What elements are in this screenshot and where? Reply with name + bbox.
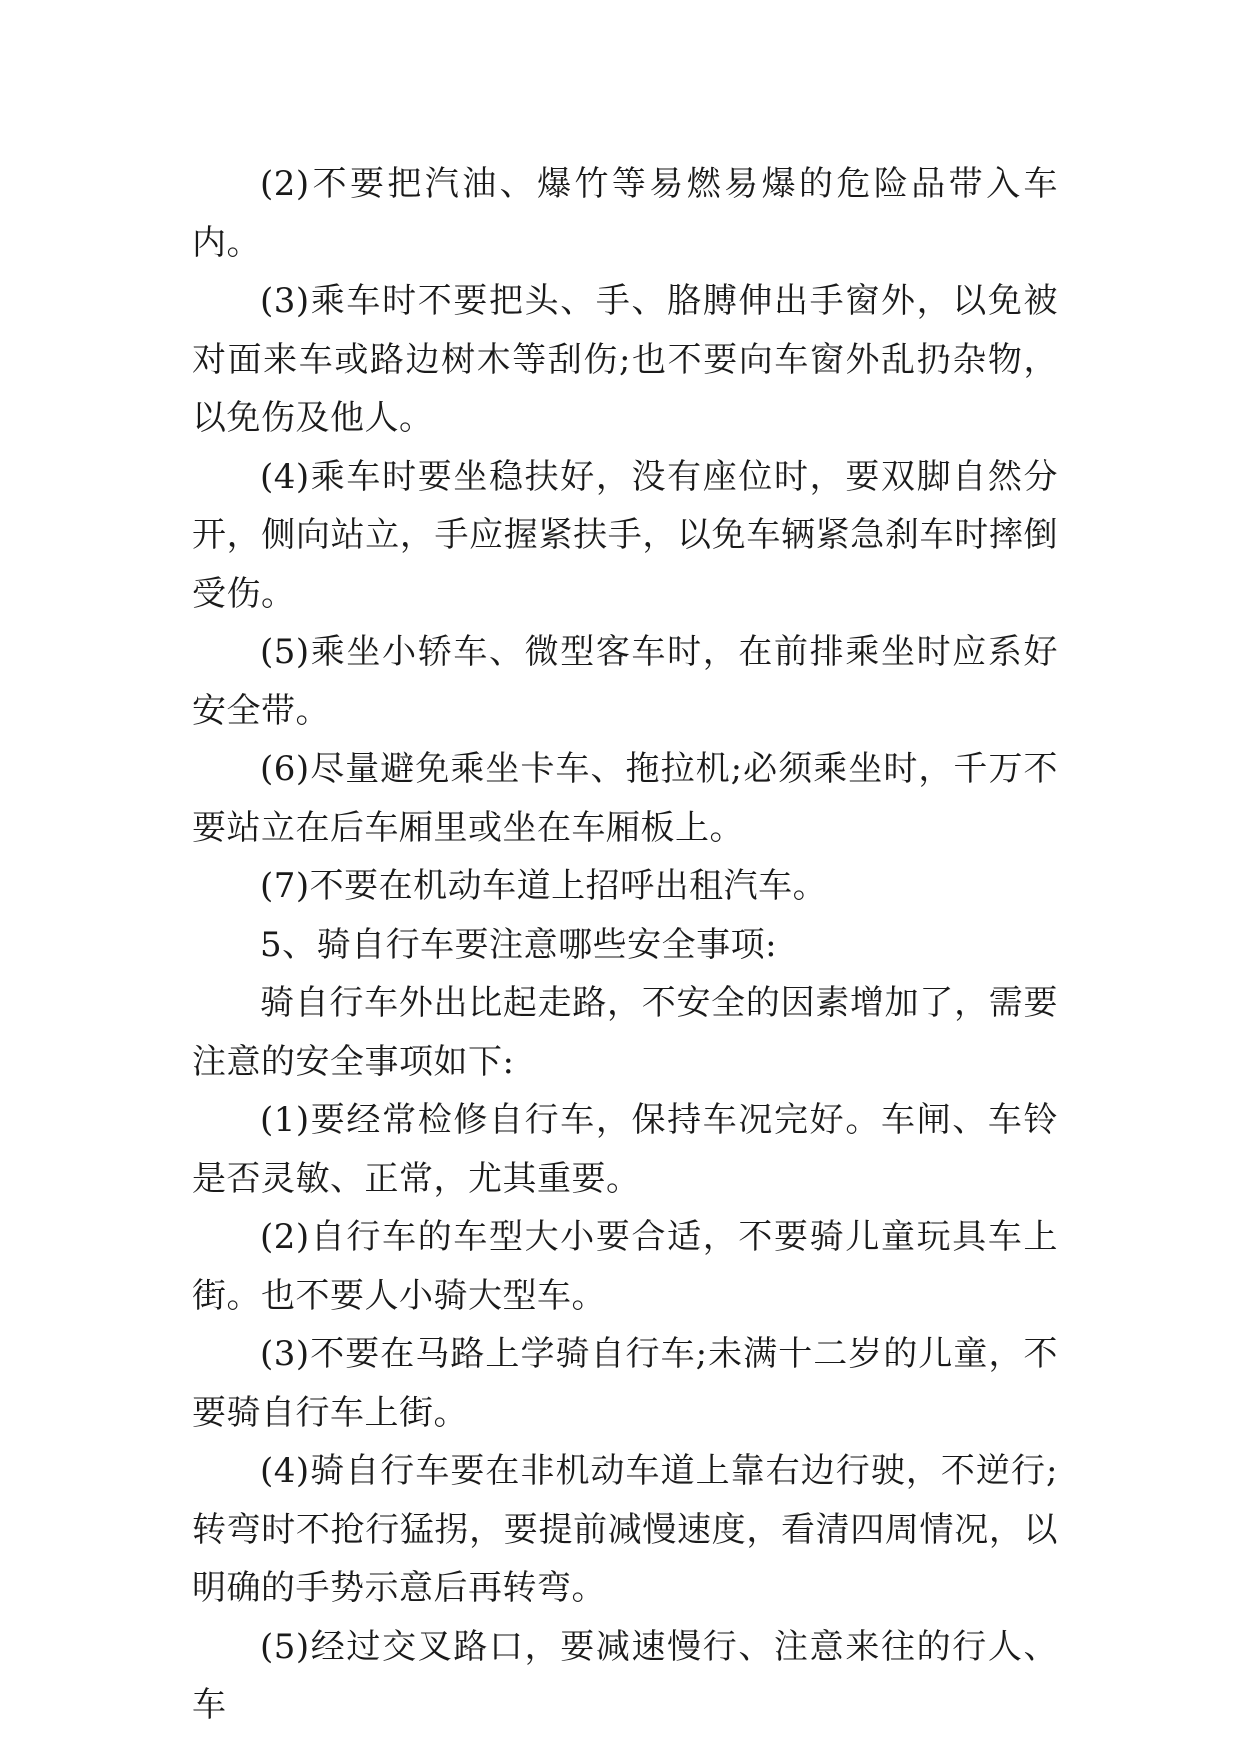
paragraph-bicycle-item-5: (5)经过交叉路口，要减速慢行、注意来往的行人、车 [192,1626,1058,1725]
paragraph-bus-item-2: (2)不要把汽油、爆竹等易燃易爆的危险品带入车内。 [192,164,1058,263]
paragraph-bus-item-5: (5)乘坐小轿车、微型客车时，在前排乘坐时应系好安全带。 [192,632,1058,731]
paragraph-bicycle-item-3: (3)不要在马路上学骑自行车;未满十二岁的儿童，不要骑自行车上街。 [192,1334,1058,1433]
paragraph-bicycle-intro: 骑自行车外出比起走路，不安全的因素增加了，需要注意的安全事项如下: [192,983,1058,1082]
paragraph-bicycle-item-1: (1)要经常检修自行车，保持车况完好。车闸、车铃是否灵敏、正常，尤其重要。 [192,1100,1058,1199]
paragraph-bicycle-item-4: (4)骑自行车要在非机动车道上靠右边行驶，不逆行;转弯时不抢行猛拐，要提前减慢速度，看清四周情况，以明确的手势示意后再转弯。 [192,1451,1058,1608]
paragraph-bicycle-item-2: (2)自行车的车型大小要合适，不要骑儿童玩具车上街。也不要人小骑大型车。 [192,1217,1058,1316]
paragraph-bus-item-7: (7)不要在机动车道上招呼出租汽车。 [260,866,828,906]
section-heading-bicycle: 5、骑自行车要注意哪些安全事项: [260,924,778,965]
paragraph-bus-item-3: (3)乘车时不要把头、手、胳膊伸出手窗外，以免被对面来车或路边树木等刮伤;也不要向车窗外乱扔杂物，以免伤及他人。 [192,281,1058,438]
document-body [192,155,1058,1735]
paragraph-bus-item-4: (4)乘车时要坐稳扶好，没有座位时，要双脚自然分开，侧向站立，手应握紧扶手，以免车辆紧急刹车时摔倒受伤。 [192,456,1058,614]
paragraph-bus-item-6: (6)尽量避免乘坐卡车、拖拉机;必须乘坐时，千万不要站立在后车厢里或坐在车厢板上。 [192,749,1058,848]
